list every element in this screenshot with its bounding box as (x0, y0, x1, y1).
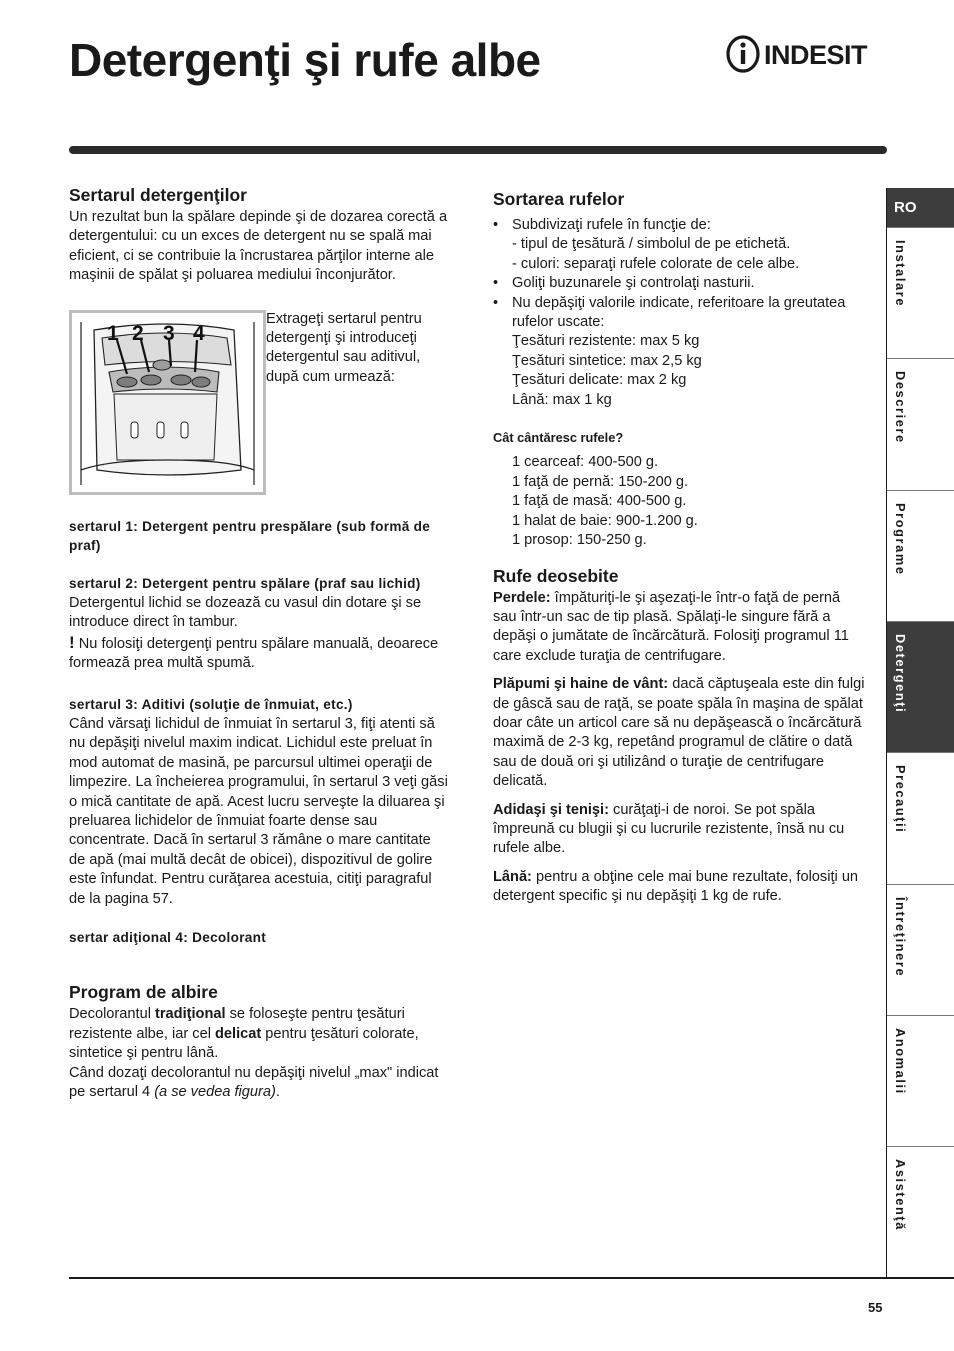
list-item (493, 294, 865, 410)
sorting-list (493, 216, 865, 410)
page-title: Detergenţi şi rufe albe (69, 34, 541, 86)
header-divider (69, 146, 887, 154)
weight-item: 1 prosop: 150-250 g. (512, 532, 647, 549)
wool-text: pentru a obţine cele mai bune rezultate, folosiţi un detergent specific şi nu depăşiţi 1 kg de rufe. (493, 868, 859, 905)
tab-label: Anomalii (893, 1028, 908, 1095)
tab-label: Asistenţă (893, 1159, 908, 1232)
tab-label: Detergenţi (893, 634, 908, 714)
drawer-2-label: sertarul 2: Detergent pentru spălare (praf sau lichid) (69, 576, 421, 592)
detergent-drawer-figure (69, 310, 266, 495)
curtains-text: împăturiţi-le şi aşezaţi-le într-o faţă de pernă sau într-un sac de tip plasă. Spălaţi-le singure fără a depăşi o jumătate de încărcătură. Folosiţi programul 11 care exclude turaţia de centrifugare. (493, 589, 849, 664)
tab-label: Precauţii (893, 765, 908, 834)
figure-caption: Extrageţi sertarul pentru detergenţi şi introduceţi detergentul sau aditivul, după cum urmează: (266, 310, 422, 385)
warning-text: Nu folosiţi detergenţi pentru spălare manuală, deoarece formează prea multă spumă. (69, 635, 439, 672)
footer-divider (69, 1277, 954, 1279)
svg-text:INDESIT: INDESIT (764, 40, 868, 70)
weight-item: 1 faţă de pernă: 150-200 g. (512, 473, 689, 490)
weight-limit-3: Ţesături delicate: max 2 kg (512, 372, 687, 389)
sneakers-paragraph (493, 801, 865, 859)
bleach-figure-ref: (a se vedea figura) (154, 1083, 276, 1100)
bleach-bold-delicate: delicat (215, 1025, 262, 1042)
quilts-paragraph (493, 675, 865, 791)
figure-label-4: 4 (193, 321, 205, 345)
indesit-logo (726, 34, 888, 74)
tab-programe[interactable] (887, 490, 954, 621)
drawer-3-text: Când vărsaţi lichidul de înmuiat în sertarul 3, fiţi atenti să nu depăşiţi nivelul maxim indicat. Lichidul este preluat în mod automat de masină, pe parcursul ultimei operaţii de limpezire. La încheierea programului, în sertarul 3 veţi găsi o mică cantitate de apă. Acest lucru serveşte la diluarea şi preluarea lichidelor de înmuiat foarte dense sau concentrate. Dacă în sertarul 3 rămâne o mare cantitate de apă (mai multă decât de obicei), dispozitivul de golire este înfundat. Pentru curăţarea acestuia, citiţi paragraful de la pagina 57. (69, 715, 448, 907)
indesit-logo-graphic (726, 34, 888, 74)
list-item (493, 274, 865, 293)
figure-row (69, 310, 449, 495)
list-item (493, 216, 865, 274)
wool-label: Lână: (493, 868, 532, 885)
page-number: 55 (868, 1300, 883, 1315)
curtains-label: Perdele: (493, 589, 551, 606)
sorting-subitem-2: - culori: separaţi rufele colorate de cele albe. (512, 255, 800, 272)
tab-intretinere[interactable] (887, 884, 954, 1015)
tab-anomalii[interactable] (887, 1015, 954, 1146)
bleach-text-5: . (275, 1083, 280, 1100)
subheading-weights: Cât cântăresc rufele? (493, 430, 624, 446)
tab-label: Întreţinere (893, 897, 908, 978)
language-tab: RO (887, 188, 954, 227)
left-column (69, 184, 449, 1102)
drawer-2-text: Detergentul lichid se dozează cu vasul din dotare şi se introduce direct în tambur. (69, 594, 422, 631)
detergent-intro-paragraph: Un rezultat bun la spălare depinde şi de dozarea corectă a detergentului: cu un exces de detergent nu se spală mai eficient, ci se contribuie la încrustarea părţilor interne ale maşinii de spălat şi poluarea mediului înconjurător. (69, 209, 448, 284)
tab-label: Programe (893, 503, 908, 576)
weight-item: 1 faţă de masă: 400-500 g. (512, 493, 687, 510)
wool-paragraph (493, 868, 865, 907)
sorting-subitem-1: - tipul de ţesătură / simbolul de pe etichetă. (512, 236, 791, 253)
weight-item: 1 cearceaf: 400-500 g. (512, 454, 659, 471)
weight-limit-1: Ţesături rezistente: max 5 kg (512, 333, 700, 350)
bleach-text-3: pentru ţesături colorate, sintetice şi pentru lână. (69, 1025, 419, 1062)
warning-note (69, 633, 449, 674)
tab-precautii[interactable] (887, 752, 954, 884)
detergent-drawer-illustration (69, 310, 266, 495)
section-heading-sorting: Sortarea rufelor (493, 189, 625, 209)
tab-label: Instalare (893, 240, 908, 308)
figure-label-1: 1 (107, 321, 119, 345)
bleach-text-4: Când dozaţi decolorantul nu depăşiţi nivelul „max" indicat pe sertarul 4 (69, 1064, 439, 1100)
quilts-label: Plăpumi şi haine de vânt: (493, 676, 669, 693)
sorting-bullet-3: • Nu depăşiţi valorile indicate, referitoare la greutatea rufelor uscate: (512, 294, 846, 331)
tab-asistenta[interactable] (887, 1146, 954, 1278)
weight-item: 1 halat de baie: 900-1.200 g. (512, 512, 698, 529)
bleach-text-1: Decolorantul (69, 1006, 155, 1023)
drawer-1-label: sertarul 1: Detergent pentru prespălare (sub formă de praf) (69, 518, 431, 554)
weights-list (493, 453, 865, 550)
bleach-paragraph (69, 1005, 449, 1063)
bleach-dosage-paragraph (69, 1064, 449, 1103)
tab-label: Descriere (893, 371, 908, 444)
sorting-bullet-2: • Goliţi buzunarele şi controlaţi nasturii. (512, 275, 755, 292)
tab-detergenti[interactable] (887, 621, 954, 752)
section-sidebar (886, 188, 954, 1278)
bleach-text-2: se foloseşte pentru ţesături rezistente albe, iar cel (69, 1006, 405, 1042)
section-heading-special-items: Rufe deosebite (493, 565, 619, 586)
tab-instalare[interactable] (887, 227, 954, 358)
bleach-bold-traditional: tradiţional (155, 1006, 226, 1023)
section-heading-detergent-drawer: Sertarul detergenţilor (69, 185, 247, 205)
weight-limit-2: Ţesături sintetice: max 2,5 kg (512, 352, 702, 369)
figure-label-3: 3 (163, 321, 175, 345)
drawer-3-label: sertarul 3: Aditivi (soluţie de înmuiat, etc.) (69, 697, 353, 713)
sneakers-label: Adidaşi şi tenişi: (493, 801, 609, 818)
weight-limit-4: Lână: max 1 kg (512, 391, 612, 408)
sneakers-text: curăţaţi-i de noroi. Se pot spăla împreună cu blugii şi cu lucrurile rezistente, însă nu cu rufele albe. (493, 801, 845, 857)
drawer-4-label: sertar adiţional 4: Decolorant (69, 929, 267, 945)
curtains-paragraph (493, 589, 865, 667)
quilts-text: dacă căptuşeala este din fulgi de gâscă sau de raţă, se poate spăla în maşina de spălat doar câte un articol care să nu depăşească o încărcătură maximă de 2-3 kg, repetând programul de clătire o dată sau de două ori şi utilizând o turaţie de centrifugare delicată. (493, 676, 865, 790)
sorting-bullet-1: • Subdivizaţi rufele în funcţie de: (512, 217, 711, 233)
right-column (493, 188, 865, 907)
warning-icon: ! (69, 632, 75, 652)
section-heading-bleach-program: Program de albire (69, 982, 218, 1003)
figure-label-2: 2 (132, 321, 144, 345)
tab-descriere[interactable] (887, 358, 954, 490)
